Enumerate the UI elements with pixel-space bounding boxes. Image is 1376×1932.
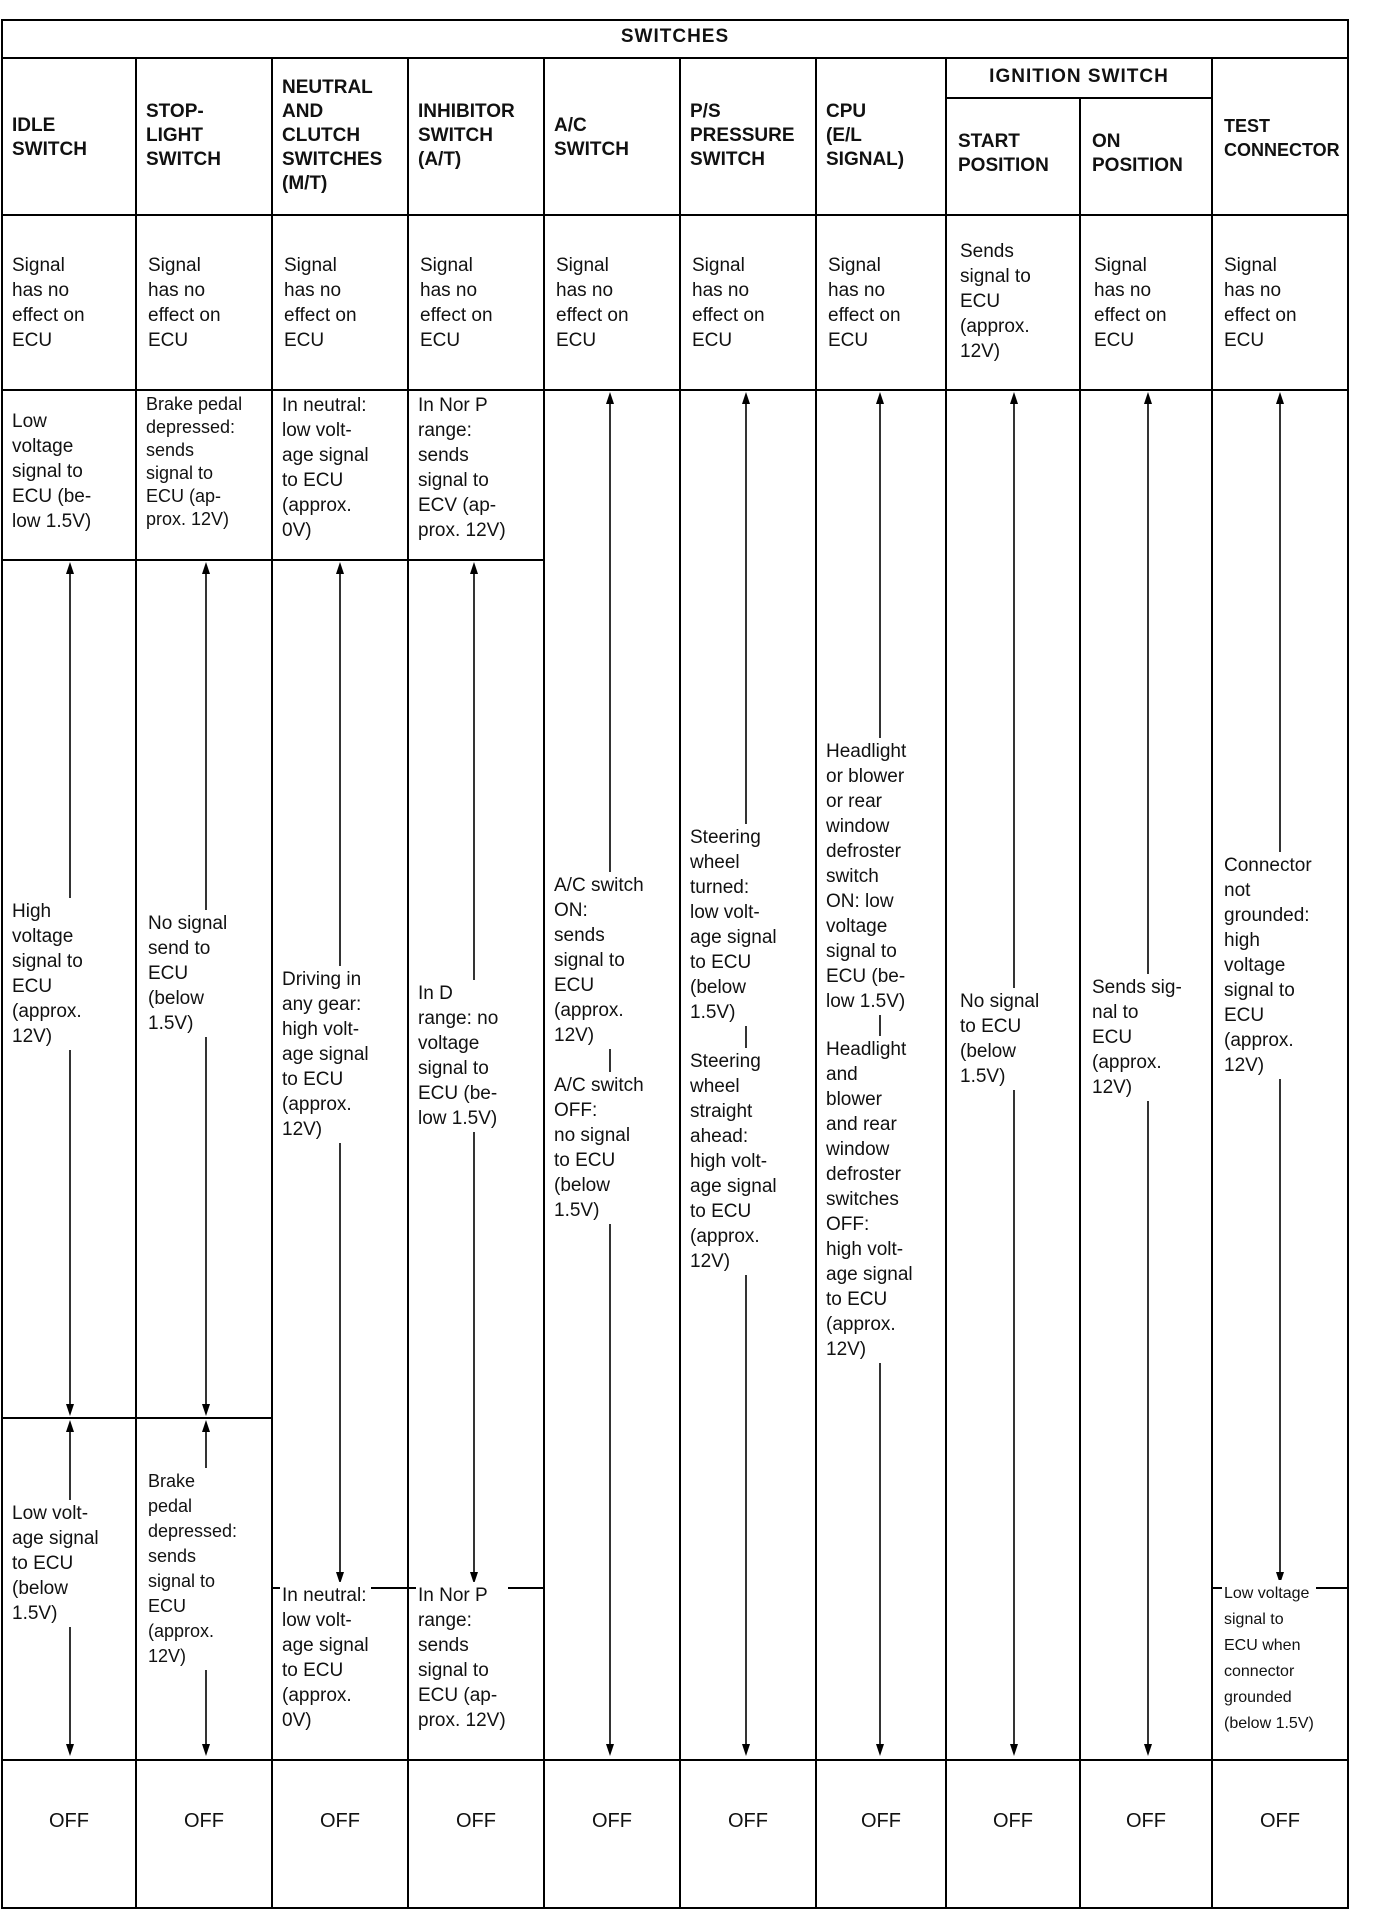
arrow-head xyxy=(336,562,344,574)
on-off: OFF xyxy=(1126,1810,1166,1832)
idle-bottom: Low volt- age signal to ECU (below 1.5V) xyxy=(10,1500,101,1627)
inhibitor-off: OFF xyxy=(456,1810,496,1832)
ps-no-effect: Signal has no effect on ECU xyxy=(690,252,767,354)
inhibitor-no-effect: Signal has no effect on ECU xyxy=(418,252,495,354)
header-inhibitor-switch: INHIBITOR SWITCH (A/T) xyxy=(418,101,515,170)
header-test-connector: TEST CONNECTOR xyxy=(1224,116,1340,160)
arrow-head xyxy=(202,1744,210,1756)
arrow-head xyxy=(742,392,750,404)
neutral-top: In neutral: low volt- age signal to ECU (approx. 0V) xyxy=(280,392,371,544)
arrow-head xyxy=(66,562,74,574)
cpu-off-state: OFF xyxy=(861,1810,901,1832)
arrow-head xyxy=(202,1404,210,1416)
arrow-head xyxy=(876,1744,884,1756)
arrow-head xyxy=(606,392,614,404)
test-no-effect: Signal has no effect on ECU xyxy=(1222,252,1299,354)
header-ac-switch: A/C SWITCH xyxy=(554,115,629,160)
header-cpu: CPU (E/L SIGNAL) xyxy=(826,101,905,170)
stop-light-off: OFF xyxy=(184,1810,224,1832)
arrow-head xyxy=(202,562,210,574)
ps-turned: Steering wheel turned: low volt- age signal to ECU (below 1.5V) xyxy=(688,824,779,1026)
arrow-head xyxy=(202,1420,210,1432)
ignition-switch-header: IGNITION SWITCH xyxy=(989,66,1169,87)
arrow-head xyxy=(606,1744,614,1756)
arrow-head xyxy=(1144,392,1152,404)
header-on-position: ON POSITION xyxy=(1092,131,1183,176)
start-sends-signal: Sends signal to ECU (approx. 12V) xyxy=(958,238,1033,365)
inhibitor-bottom: In Nor P range: sends signal to ECU (ap- prox. 12V) xyxy=(416,1582,508,1734)
inhibitor-middle: In D range: no voltage signal to ECU (be- low 1.5V) xyxy=(416,980,500,1132)
arrow-head xyxy=(1010,1744,1018,1756)
ac-off-state: OFF xyxy=(592,1810,632,1832)
ac-no-effect: Signal has no effect on ECU xyxy=(554,252,631,354)
stop-light-top: Brake pedal depressed: sends signal to ECU (ap- prox. 12V) xyxy=(144,392,244,532)
table-title: SWITCHES xyxy=(620,26,730,47)
idle-off: OFF xyxy=(49,1810,89,1832)
cpu-on: Headlight or blower or rear window defroster switch ON: low voltage signal to ECU (be- low 1.5V) xyxy=(824,738,908,1015)
idle-no-effect: Signal has no effect on ECU xyxy=(10,252,87,354)
header-ps-pressure-switch: P/S PRESSURE SWITCH xyxy=(690,101,795,170)
neutral-no-effect: Signal has no effect on ECU xyxy=(282,252,359,354)
arrow-head xyxy=(66,1404,74,1416)
header-neutral-clutch: NEUTRAL AND CLUTCH SWITCHES (M/T) xyxy=(282,77,383,194)
arrow-head xyxy=(66,1420,74,1432)
ps-off: OFF xyxy=(728,1810,768,1832)
neutral-middle: Driving in any gear: high volt- age signal to ECU (approx. 12V) xyxy=(280,966,371,1143)
cpu-off: Headlight and blower and rear window defroster switches OFF: high volt- age signal to ECU (approx. 12V) xyxy=(824,1036,915,1363)
arrow-head xyxy=(1276,392,1284,404)
idle-middle: High voltage signal to ECU (approx. 12V) xyxy=(10,898,85,1050)
arrow-head xyxy=(1010,392,1018,404)
on-no-effect: Signal has no effect on ECU xyxy=(1092,252,1169,354)
arrow-head xyxy=(66,1744,74,1756)
header-idle-switch: IDLE SWITCH xyxy=(12,115,87,160)
stop-light-middle: No signal send to ECU (below 1.5V) xyxy=(146,910,229,1037)
ps-straight: Steering wheel straight ahead: high volt- age signal to ECU (approx. 12V) xyxy=(688,1048,779,1275)
inhibitor-top: In Nor P range: sends signal to ECV (ap- prox. 12V) xyxy=(416,392,508,544)
arrow-head xyxy=(876,392,884,404)
ac-off: A/C switch OFF: no signal to ECU (below 1.5V) xyxy=(552,1072,646,1224)
header-stop-light-switch: STOP- LIGHT SWITCH xyxy=(146,101,221,170)
stop-light-bottom: Brake pedal depressed: sends signal to ECU (approx. 12V) xyxy=(146,1468,239,1670)
cpu-no-effect: Signal has no effect on ECU xyxy=(826,252,903,354)
on-middle: Sends sig- nal to ECU (approx. 12V) xyxy=(1090,974,1184,1101)
arrow-head xyxy=(742,1744,750,1756)
idle-top: Low voltage signal to ECU (be- low 1.5V) xyxy=(10,408,93,535)
stop-light-no-effect: Signal has no effect on ECU xyxy=(146,252,223,354)
test-off: OFF xyxy=(1260,1810,1300,1832)
arrow-head xyxy=(1144,1744,1152,1756)
neutral-bottom: In neutral: low volt- age signal to ECU (approx. 0V) xyxy=(280,1582,371,1734)
test-middle: Connector not grounded: high voltage signal to ECU (approx. 12V) xyxy=(1222,852,1314,1079)
arrow-head xyxy=(470,562,478,574)
ac-on: A/C switch ON: sends signal to ECU (approx. 12V) xyxy=(552,872,646,1049)
start-off: OFF xyxy=(993,1810,1033,1832)
test-bottom: Low voltage signal to ECU when connector grounded (below 1.5V) xyxy=(1222,1580,1316,1738)
start-middle: No signal to ECU (below 1.5V) xyxy=(958,988,1041,1090)
neutral-off: OFF xyxy=(320,1810,360,1832)
header-start-position: START POSITION xyxy=(958,131,1049,176)
